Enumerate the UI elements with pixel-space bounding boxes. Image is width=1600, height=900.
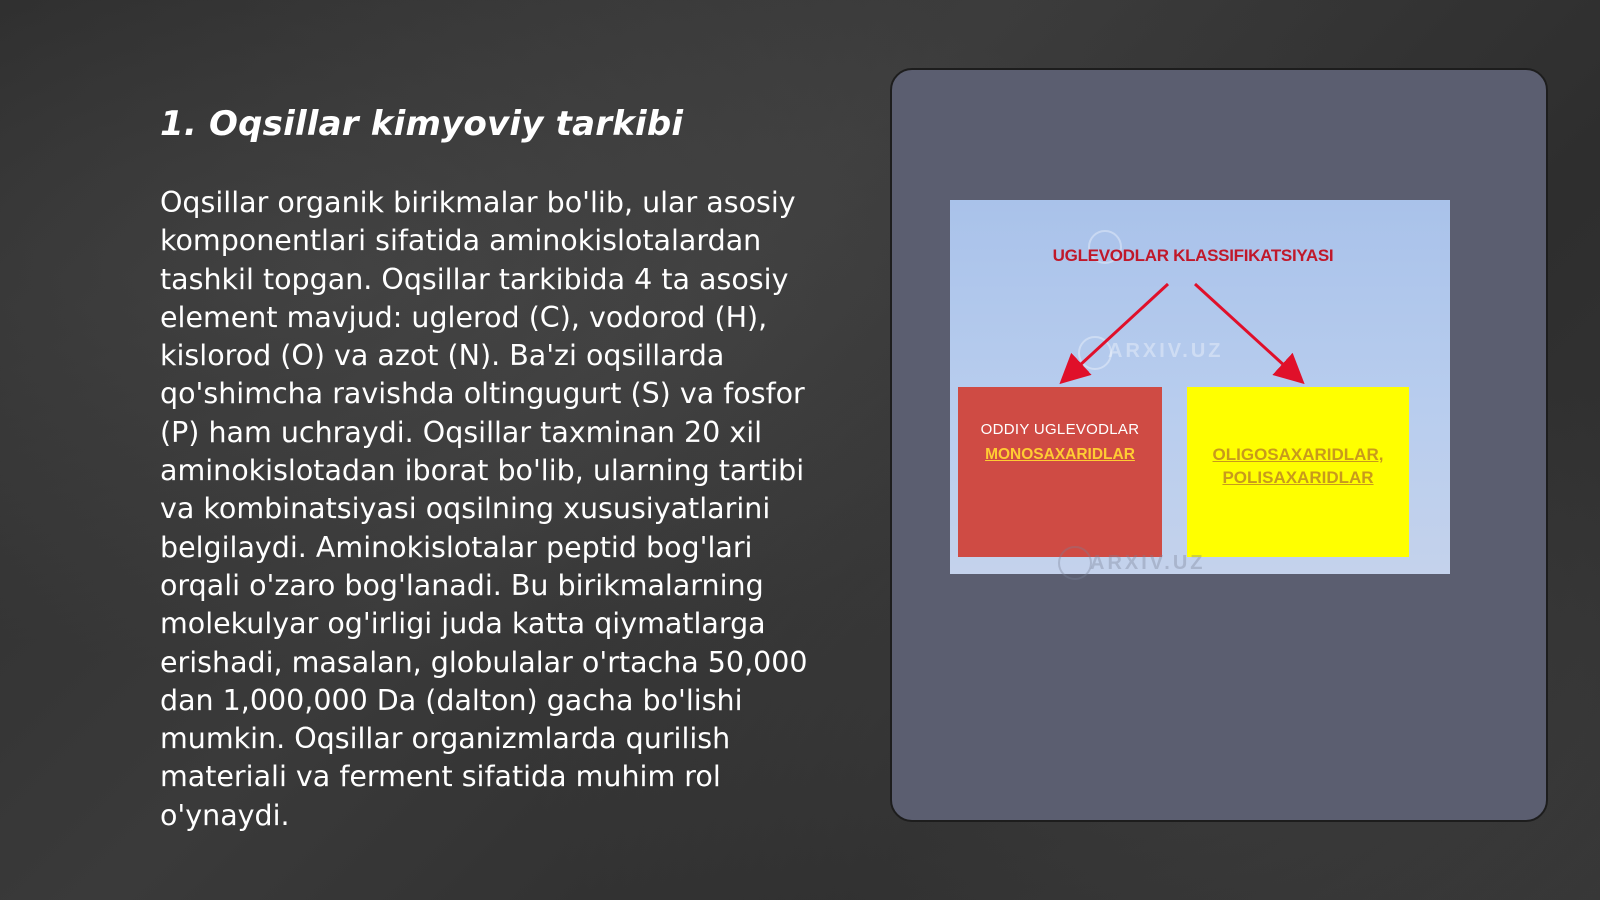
carbohydrate-classification-image <box>950 200 1450 574</box>
slide-title: 1. Oqsillar kimyoviy tarkibi <box>160 104 684 144</box>
diagram-title: UGLEVODLAR KLASSIFIKATSIYASI <box>1052 246 1334 265</box>
monosaccharides-label: MONOSAXARIDLAR <box>985 446 1135 463</box>
oligosaccharides-label: OLIGOSAXARIDLAR, <box>1212 445 1384 464</box>
watermark-text: ARXIV.UZ <box>1090 552 1206 574</box>
arrow-right <box>1195 284 1298 378</box>
simple-carbohydrates-label: ODDIY UGLEVODLAR <box>980 421 1140 438</box>
complex-carbohydrates-box <box>1187 387 1409 557</box>
simple-carbohydrates-box <box>958 387 1162 557</box>
watermark-logo-icon <box>1058 546 1092 580</box>
slide-body-text: Oqsillar organik birikmalar bo'lib, ular asosiy komponentlari sifatida aminokislotalardan tashkil topgan. Oqsillar tarkibida 4 ta asosiy element mavjud: uglerod (C), vodorod (H), kislorod (O) va azot (N). Ba'zi oqsillarda qo'shimcha ravishda oltingugurt (S) va fosfor (P) ham uchraydi. Oqsillar taxminan 20 xil aminokislotadan iborat bo'lib, ularning tartibi va kombinatsiyasi oqsilning xususiyatlarini belgilaydi. Aminokislotalar peptid bog'lari orqali o'zaro bog'lanadi. Bu birikmalarning molekulyar og'irligi juda katta qiymatlarga erishadi, masalan, globulalar o'rtacha 50,000 dan 1,000,000 Da (dalton) gacha bo'lishi mumkin. Oqsillar organizmlarda qurilish materiali va ferment sifatida muhim rol o'ynaydi. <box>160 186 808 832</box>
polysaccharides-label: POLISAXARIDLAR <box>1222 468 1374 487</box>
arrow-left <box>1066 284 1168 378</box>
watermark-text: ARXIV.UZ <box>1108 340 1224 362</box>
